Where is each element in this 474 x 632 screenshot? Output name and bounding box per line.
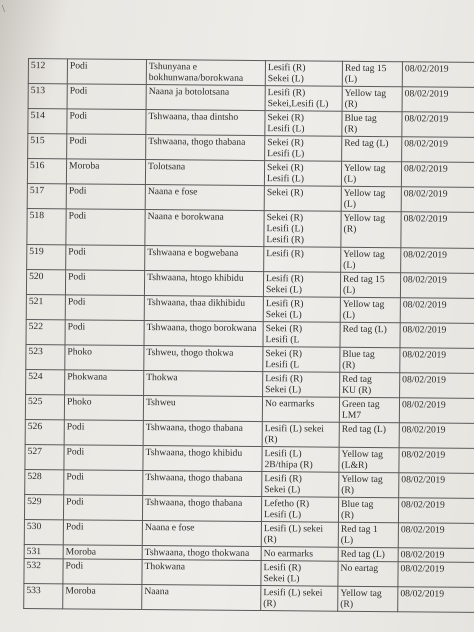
cell-animal-type: Moroba [63,545,142,560]
cell-date: 08/02/2019 [398,523,474,549]
cell-earmark: Sekei (R) [264,186,341,212]
cell-description: Tshwaana, thaa dintsho [146,110,265,136]
cell-date: 08/02/2019 [400,323,474,349]
cell-earmark: Sekei (R) Lesifi (L) [265,111,342,137]
cell-description: Tshwaana, thogo thabana [146,135,265,161]
cell-number: 527 [25,444,64,469]
cell-number: 518 [27,208,66,244]
cell-description: Naana ja botolotsana [146,85,265,111]
cell-animal-type: Phoko [65,345,144,371]
cell-number: 524 [26,369,65,394]
cell-description: Tshwaana, thogo borokwana [144,321,263,347]
cell-earmark: Lesifi (L) sekei (R) [261,522,338,548]
cell-earmark: Lesifi (R) [264,247,341,273]
cell-eartag: No eartag [338,561,398,587]
cell-description: Tshwaana, thaa dikhibidu [144,296,263,322]
cell-number: 512 [28,59,67,84]
cell-description: Tshwaana, htogo khibidu [144,271,263,297]
cell-eartag: Red tag (L) [340,322,400,348]
cell-animal-type: Podi [67,109,146,135]
cell-date: 08/02/2019 [400,273,474,299]
cell-number: 522 [26,319,65,344]
cell-eartag: Yellow tag (R) [339,472,399,498]
cell-earmark: Lesifi (R) Sekei,Lesifi (L) [265,86,342,112]
cell-description: Tshwaana, thogo thabana [143,471,262,497]
cell-date: 08/02/2019 [401,212,474,249]
cell-description: Naana e borokwana [145,210,264,247]
cell-description: Tshwaana, thogo thabana [143,421,262,447]
cell-date: 08/02/2019 [398,548,474,563]
cell-earmark: Lesifi (R) Sekei (L) [263,372,340,398]
cell-number: 526 [25,419,64,444]
cell-eartag: Blue tag (R) [342,111,402,137]
cell-number: 515 [28,134,67,159]
cell-number: 514 [28,109,67,134]
cell-number: 532 [24,558,63,583]
cell-date: 08/02/2019 [400,373,474,399]
cell-description: Naana [142,585,261,611]
cell-eartag: Red tag (L) [342,136,402,162]
cell-animal-type: Phoko [64,395,143,421]
cell-description: Thokwa [144,371,263,397]
cell-date: 08/02/2019 [400,298,474,324]
cell-eartag: Yellow tag (L) [340,297,400,323]
cell-description: Tshwaana, thogo khibidu [143,446,262,472]
cell-date: 08/02/2019 [399,423,474,449]
cell-animal-type: Podi [67,84,146,110]
cell-eartag: Blue tag (R) [340,347,400,373]
cell-earmark: No earmarks [261,547,338,562]
cell-animal-type: Podi [64,445,143,471]
cell-earmark: No earmarks [262,397,339,423]
cell-number: 520 [26,269,65,294]
cell-eartag: Red tag (L) [338,547,398,562]
cell-number: 521 [26,294,65,319]
cell-earmark: Lesifi (R) Sekei (L) [262,472,339,498]
cell-earmark: Sekei (R) Lesifi (L) [264,161,341,187]
cell-description: Tshweu, thogo thokwa [144,346,263,372]
cell-date: 08/02/2019 [398,498,474,524]
cell-date: 08/02/2019 [402,87,474,113]
cell-description: Naana e fose [145,185,264,211]
livestock-register-table [23,58,474,613]
cell-animal-type: Podi [64,470,143,496]
cell-animal-type: Podi [65,270,144,296]
cell-eartag: Green tag LM7 [339,397,399,423]
cell-date: 08/02/2019 [401,187,474,213]
cell-earmark: Lesifi (R) Sekei (L) [261,561,338,587]
cell-animal-type: Podi [63,520,142,546]
cell-animal-type: Podi [66,245,145,271]
cell-eartag: Red tag (L) [339,422,399,448]
cell-animal-type: Podi [63,495,142,521]
cell-animal-type: Moroba [63,584,142,610]
cell-eartag: Yellow tag (L&R) [339,447,399,473]
table-row [24,583,474,612]
cell-earmark: Lesifi (R) Sekei (L) [263,272,340,298]
cell-earmark: Lesifi (L) sekei (R) [261,586,338,612]
cell-earmark: Lesifi (L) sekei (R) [262,422,339,448]
cell-number: 529 [24,494,63,519]
cell-date: 08/02/2019 [400,348,474,374]
cell-description: Tshunyana e bokhunwana/borokwana [146,60,265,86]
cell-animal-type: Podi [67,59,146,85]
cell-animal-type: Phokwana [65,370,144,396]
cell-description: Naana e fose [142,521,261,547]
cell-animal-type: Podi [66,184,145,210]
cell-eartag: Yellow tag (R) [342,86,402,112]
cell-number: 519 [27,244,66,269]
cell-eartag: Red tag KU (R) [340,372,400,398]
cell-animal-type: Moroba [66,159,145,185]
cell-eartag: Yellow tag (R) [338,586,398,612]
cell-animal-type: Podi [64,420,143,446]
cell-description: Tshwaana, thogo thabana [142,496,261,522]
cell-eartag: Blue tag (R) [338,497,398,523]
cell-eartag: Red tag 15 (L) [340,272,400,298]
cell-number: 530 [24,519,63,544]
cell-eartag: Yellow tag (L) [341,161,401,187]
cell-date: 08/02/2019 [402,62,474,88]
cell-earmark: Sekei (R) Lesifi (L [263,347,340,373]
cell-eartag: Red tag 1 (L) [338,522,398,548]
cell-description: Tolotsana [145,160,264,186]
cell-description: Thokwana [142,560,261,586]
cell-number: 523 [26,344,65,369]
cell-description: Tshweu [143,396,262,422]
cell-eartag: Yellow tag (L) [341,186,401,212]
cell-description: Tshwaana, thogo thokwana [142,546,261,561]
cell-animal-type: Podi [65,295,144,321]
cell-date: 08/02/2019 [398,587,474,613]
cell-earmark: Lesifi (R) Sekei (L) [263,297,340,323]
cell-date: 08/02/2019 [399,398,474,424]
cell-date: 08/02/2019 [401,162,474,188]
cell-earmark: Lesifi (L) 2B/thipa (R) [262,447,339,473]
table-row [27,208,474,248]
cell-number: 525 [25,394,64,419]
cell-description: Tshwaana e bogwebana [145,246,264,272]
table-body [24,59,474,613]
cell-earmark: Sekei (R) Lesifi (L [263,322,340,348]
cell-earmark: Lefetho (R) Lesifi (L) [261,497,338,523]
cell-date: 08/02/2019 [398,562,474,588]
cell-number: 517 [27,183,66,208]
cell-animal-type: Podi [63,559,142,585]
cell-earmark: Sekei (R) Lesifi (L) Lesifi (R) [264,211,341,248]
cell-number: 531 [24,544,63,558]
cell-date: 08/02/2019 [401,248,474,274]
cell-number: 516 [27,159,66,184]
cell-eartag: Yellow tag (L) [341,247,401,273]
cell-date: 08/02/2019 [402,137,474,163]
cell-eartag: Red tag 15 (L) [342,61,402,87]
cell-number: 533 [24,583,63,608]
cell-number: 528 [25,469,64,494]
cell-date: 08/02/2019 [402,112,474,138]
cell-animal-type: Podi [67,134,146,160]
cell-number: 513 [28,84,67,109]
page-corner-mark: \ [2,4,6,15]
cell-earmark: Lesifi (R) Sekei (L) [265,61,342,87]
cell-earmark: Sekei (R) Lesifi (L) [265,136,342,162]
cell-animal-type: Podi [65,320,144,346]
cell-date: 08/02/2019 [399,473,474,499]
cell-animal-type: Podi [66,209,145,246]
cell-eartag: Yellow tag (R) [341,211,401,248]
cell-date: 08/02/2019 [399,448,474,474]
